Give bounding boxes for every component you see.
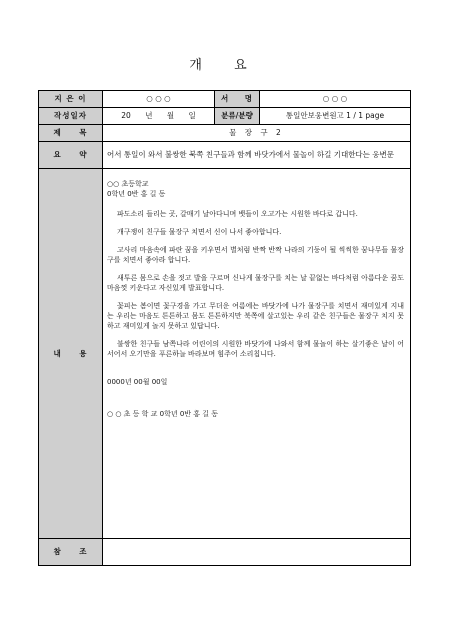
signature-line: ○ ○ 초 등 학 교 0학년 0반 홍 길 동 [107,410,218,418]
author-value: ○ ○ ○ [103,91,215,108]
overview-form [38,90,411,566]
author-row [39,91,411,108]
subject-label: 제 목 [39,125,103,142]
date-row [39,108,411,125]
speech-body [103,169,410,425]
category-label: 분류/분량 [215,108,260,125]
category-value: 통일안보웅변원고 1 / 1 page [260,108,411,125]
summary-row [39,142,411,169]
date-label: 작성일자 [39,108,103,125]
speaker-label: 서 명 [215,91,260,108]
paragraph: 꽃피는 봄이면 꽃구경을 가고 무더운 여름에는 바닷가에 나가 물장구를 치면서 재미있게 지내는 우리는 마음도 튼튼하고 몸도 튼튼하지만 북쪽에 살고있는 우리 같은 친구들은 물장구 치지 못하고 재미있게 놀지 못하고 있답니다. [107,302,404,330]
date-value: 20 년 월 일 [103,108,215,125]
class-line: 0학년 0반 홍 길 동 [107,190,166,198]
content-cell [103,169,411,539]
school-line: ○○ 초등학교 [107,180,149,188]
paragraph: 파도소리 들리는 곳, 갈매기 날아다니며 뱃들이 오고가는 시원한 바다로 갑니다. [117,210,358,218]
paragraph: 고사리 마음속에 파란 꿈을 키우면서 별처럼 반짝 반짝 나라의 기둥이 될 씩씩한 꿈나무들 물장구를 치면서 좋아라 합니다. [107,246,404,264]
summary-value: 어서 통일이 와서 불쌍한 북쪽 친구들과 함께 바닷가에서 물놀이 하길 기대한다는 웅변문 [103,142,411,169]
content-label: 내 용 [39,169,103,539]
date-line: 0000년 00월 00일 [107,378,168,386]
subject-value: 물 장 구 2 [103,125,411,142]
paragraph: 새투른 몸으로 손을 젓고 발을 구르며 신나게 물장구를 치는 날 끝없는 바다처럼 아름다운 꿈도 마음껏 키운다고 자신있게 발표합니다. [107,274,404,292]
document-title: 개 요 [189,58,261,73]
subject-row [39,125,411,142]
paragraph: 개구쟁이 친구들 물장구 치면서 신이 나서 좋아합니다. [117,228,282,236]
content-row [39,169,411,539]
reference-value [103,539,411,566]
reference-row [39,539,411,566]
reference-label: 참 조 [39,539,103,566]
summary-label: 요 약 [39,142,103,169]
paragraph: 불쌍한 친구들 남쪽나라 어린이의 시원한 바닷가에 나와서 함께 물놀이 하는 살기좋은 날이 어서어서 오기만을 푸른하늘 바라보며 힘주어 소리칩니다. [107,340,404,358]
author-label: 지 은 이 [39,91,103,108]
speaker-value: ○ ○ ○ [260,91,411,108]
